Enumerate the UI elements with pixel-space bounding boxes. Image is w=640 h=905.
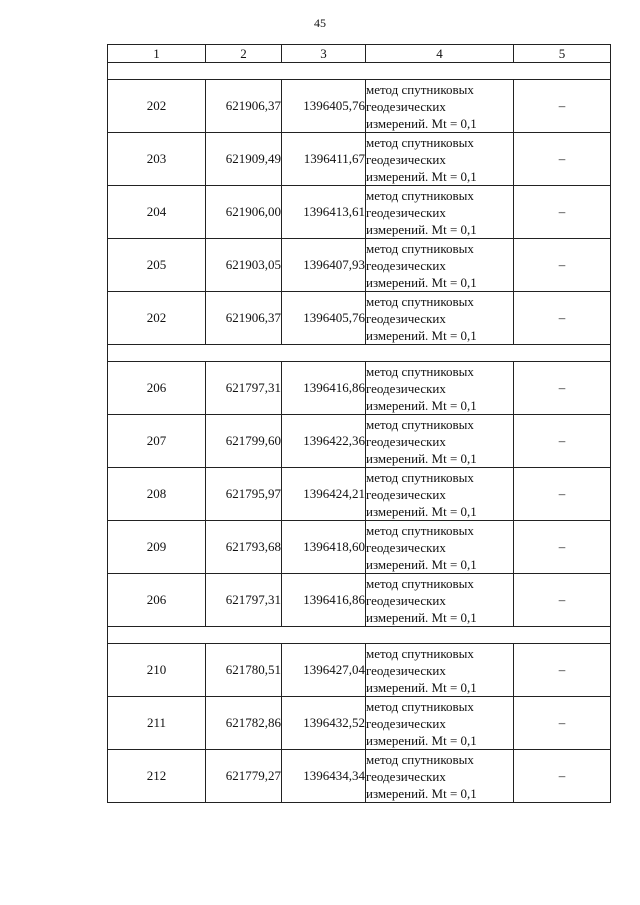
note-cell: –: [514, 239, 611, 292]
coordinates-table: [107, 44, 611, 803]
point-number-cell: 210: [108, 644, 206, 697]
y-coordinate-cell: 1396411,67: [282, 133, 366, 186]
point-number-cell: 203: [108, 133, 206, 186]
method-text-line1: метод спутниковых: [366, 751, 474, 767]
note-cell: –: [514, 468, 611, 521]
method-text-line3: измерений. Mt = 0,1: [366, 732, 477, 748]
method-text-line2: геодезических: [366, 433, 446, 449]
y-coordinate-cell: 1396434,34: [282, 750, 366, 803]
method-text-line3: измерений. Mt = 0,1: [366, 327, 477, 343]
y-coordinate-cell: 1396422,36: [282, 415, 366, 468]
method-text-line1: метод спутниковых: [366, 522, 474, 538]
group-separator-cell: [108, 63, 611, 80]
method-text-line1: метод спутниковых: [366, 698, 474, 714]
column-header-2: 2: [206, 45, 282, 63]
method-text-line1: метод спутниковых: [366, 363, 474, 379]
group-separator-cell: [108, 627, 611, 644]
method-text-line3: измерений. Mt = 0,1: [366, 221, 477, 237]
method-cell: [366, 186, 514, 239]
x-coordinate-cell: 621906,37: [206, 80, 282, 133]
x-coordinate-cell: 621906,37: [206, 292, 282, 345]
table-row: [108, 697, 611, 750]
note-cell: –: [514, 644, 611, 697]
column-header-1: 1: [108, 45, 206, 63]
point-number-cell: 211: [108, 697, 206, 750]
point-number-cell: 205: [108, 239, 206, 292]
note-cell: –: [514, 292, 611, 345]
method-cell: [366, 468, 514, 521]
table-row: [108, 415, 611, 468]
column-header-3: 3: [282, 45, 366, 63]
y-coordinate-cell: 1396405,76: [282, 292, 366, 345]
y-coordinate-cell: 1396407,93: [282, 239, 366, 292]
method-text-line2: геодезических: [366, 662, 446, 678]
method-text-line3: измерений. Mt = 0,1: [366, 274, 477, 290]
method-text-line3: измерений. Mt = 0,1: [366, 679, 477, 695]
method-text-line1: метод спутниковых: [366, 240, 474, 256]
method-cell: [366, 362, 514, 415]
group-separator-row: [108, 627, 611, 644]
y-coordinate-cell: 1396416,86: [282, 574, 366, 627]
table-row: [108, 239, 611, 292]
y-coordinate-cell: 1396413,61: [282, 186, 366, 239]
table-row: [108, 186, 611, 239]
method-text-line3: измерений. Mt = 0,1: [366, 168, 477, 184]
group-separator-row: [108, 63, 611, 80]
table-row: [108, 292, 611, 345]
method-cell: [366, 574, 514, 627]
y-coordinate-cell: 1396418,60: [282, 521, 366, 574]
note-cell: –: [514, 186, 611, 239]
note-cell: –: [514, 133, 611, 186]
y-coordinate-cell: 1396427,04: [282, 644, 366, 697]
x-coordinate-cell: 621903,05: [206, 239, 282, 292]
method-text-line2: геодезических: [366, 380, 446, 396]
method-text-line1: метод спутниковых: [366, 187, 474, 203]
method-text-line1: метод спутниковых: [366, 416, 474, 432]
method-cell: [366, 750, 514, 803]
method-text-line1: метод спутниковых: [366, 645, 474, 661]
note-cell: –: [514, 362, 611, 415]
y-coordinate-cell: 1396432,52: [282, 697, 366, 750]
method-text-line1: метод спутниковых: [366, 293, 474, 309]
point-number-cell: 206: [108, 362, 206, 415]
note-cell: –: [514, 80, 611, 133]
column-header-5: 5: [514, 45, 611, 63]
table-row: [108, 521, 611, 574]
table-row: [108, 133, 611, 186]
method-text-line3: измерений. Mt = 0,1: [366, 115, 477, 131]
y-coordinate-cell: 1396424,21: [282, 468, 366, 521]
x-coordinate-cell: 621779,27: [206, 750, 282, 803]
method-cell: [366, 80, 514, 133]
point-number-cell: 212: [108, 750, 206, 803]
point-number-cell: 202: [108, 80, 206, 133]
note-cell: –: [514, 415, 611, 468]
table-row: [108, 574, 611, 627]
note-cell: –: [514, 750, 611, 803]
method-text-line2: геодезических: [366, 257, 446, 273]
x-coordinate-cell: 621780,51: [206, 644, 282, 697]
method-text-line2: геодезических: [366, 592, 446, 608]
method-cell: [366, 415, 514, 468]
x-coordinate-cell: 621797,31: [206, 574, 282, 627]
point-number-cell: 206: [108, 574, 206, 627]
method-text-line2: геодезических: [366, 486, 446, 502]
method-cell: [366, 521, 514, 574]
table-row: [108, 362, 611, 415]
x-coordinate-cell: 621795,97: [206, 468, 282, 521]
group-separator-cell: [108, 345, 611, 362]
method-text-line1: метод спутниковых: [366, 575, 474, 591]
method-text-line2: геодезических: [366, 151, 446, 167]
column-header-4: 4: [366, 45, 514, 63]
y-coordinate-cell: 1396405,76: [282, 80, 366, 133]
x-coordinate-cell: 621799,60: [206, 415, 282, 468]
method-text-line2: геодезических: [366, 204, 446, 220]
method-text-line2: геодезических: [366, 715, 446, 731]
x-coordinate-cell: 621793,68: [206, 521, 282, 574]
y-coordinate-cell: 1396416,86: [282, 362, 366, 415]
table-row: [108, 750, 611, 803]
page-number: 45: [314, 16, 326, 30]
method-text-line3: измерений. Mt = 0,1: [366, 503, 477, 519]
method-text-line2: геодезических: [366, 310, 446, 326]
method-cell: [366, 239, 514, 292]
point-number-cell: 207: [108, 415, 206, 468]
method-text-line3: измерений. Mt = 0,1: [366, 785, 477, 801]
method-text-line3: измерений. Mt = 0,1: [366, 450, 477, 466]
table-row: [108, 644, 611, 697]
x-coordinate-cell: 621797,31: [206, 362, 282, 415]
method-text-line1: метод спутниковых: [366, 469, 474, 485]
method-text-line1: метод спутниковых: [366, 81, 474, 97]
table-row: [108, 468, 611, 521]
note-cell: –: [514, 574, 611, 627]
point-number-cell: 202: [108, 292, 206, 345]
method-text-line2: геодезических: [366, 768, 446, 784]
x-coordinate-cell: 621782,86: [206, 697, 282, 750]
method-text-line3: измерений. Mt = 0,1: [366, 609, 477, 625]
table-body: [108, 63, 611, 803]
point-number-cell: 204: [108, 186, 206, 239]
method-cell: [366, 133, 514, 186]
point-number-cell: 209: [108, 521, 206, 574]
table-header-row: [108, 45, 611, 63]
table-row: [108, 80, 611, 133]
method-text-line1: метод спутниковых: [366, 134, 474, 150]
x-coordinate-cell: 621906,00: [206, 186, 282, 239]
method-text-line3: измерений. Mt = 0,1: [366, 397, 477, 413]
x-coordinate-cell: 621909,49: [206, 133, 282, 186]
note-cell: –: [514, 697, 611, 750]
method-text-line2: геодезических: [366, 539, 446, 555]
method-cell: [366, 292, 514, 345]
group-separator-row: [108, 345, 611, 362]
point-number-cell: 208: [108, 468, 206, 521]
method-cell: [366, 644, 514, 697]
method-text-line2: геодезических: [366, 98, 446, 114]
method-text-line3: измерений. Mt = 0,1: [366, 556, 477, 572]
method-cell: [366, 697, 514, 750]
note-cell: –: [514, 521, 611, 574]
